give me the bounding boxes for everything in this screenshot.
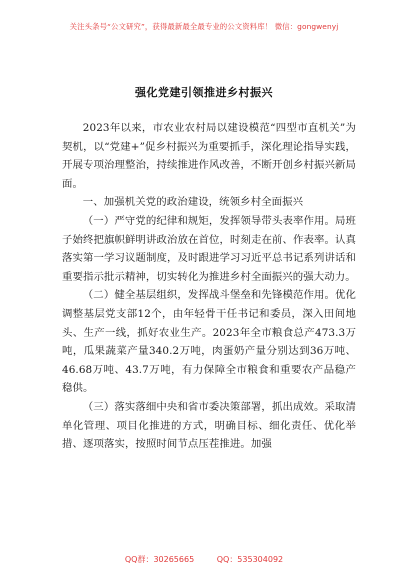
body-paragraph-1: （一）严守党的纪律和规矩，发挥领导带头表率作用。局班子始终把旗帜鲜明讲政治放在首位，时刻走在前、作表率。认真落实第一学习议题制度，及时跟进学习习近平总书记系列讲话和重要指示批示精神，切实转化为推进乡村全面振兴的强大动力。: [62, 214, 356, 283]
qq-number-label: QQ：535304092: [216, 555, 284, 564]
document-body: [62, 119, 356, 454]
section-heading: 一、加强机关党的政治建设，统领乡村全面振兴: [82, 196, 304, 209]
body-paragraph-3: （三）落实落细中央和省市委决策部署，抓出成效。采取清单化管理、项目化推进的方式，明确目标、细化责任、优化举措、逐项落实，按照时间节点压茬推进。加强: [62, 400, 356, 451]
top-banner: 关注头条号“公文研究”，获得最新最全最专业的公文资料库！ 微信：gongwenyj: [69, 22, 339, 31]
document-title: 强化党建引领推进乡村振兴: [135, 86, 273, 99]
footer-contact: [0, 554, 408, 565]
body-paragraph-2: （二）健全基层组织，发挥战斗堡垒和先锋模范作用。优化调整基层党支部12个，由年轻骨干任书记和委员，深入田间地头、生产一线，抓好农业生产。2023年全市粮食总产473.3万吨，瓜果蔬菜产量340.2万吨，肉蛋奶产量分别达到36万吨、46.68万吨、43.7万吨，有力保障全市粮食和重要农产品稳产稳供。: [62, 289, 356, 395]
qq-group-label: QQ群：30265665: [124, 555, 195, 564]
intro-paragraph: 2023年以来，市农业农村局以建设模范“四型市直机关”为契机，以“党建+”促乡村振兴为重要抓手，深化理论指导实践，开展专项治理整治，持续推进作风改善，不断开创乡村振兴新局面。: [62, 122, 356, 190]
